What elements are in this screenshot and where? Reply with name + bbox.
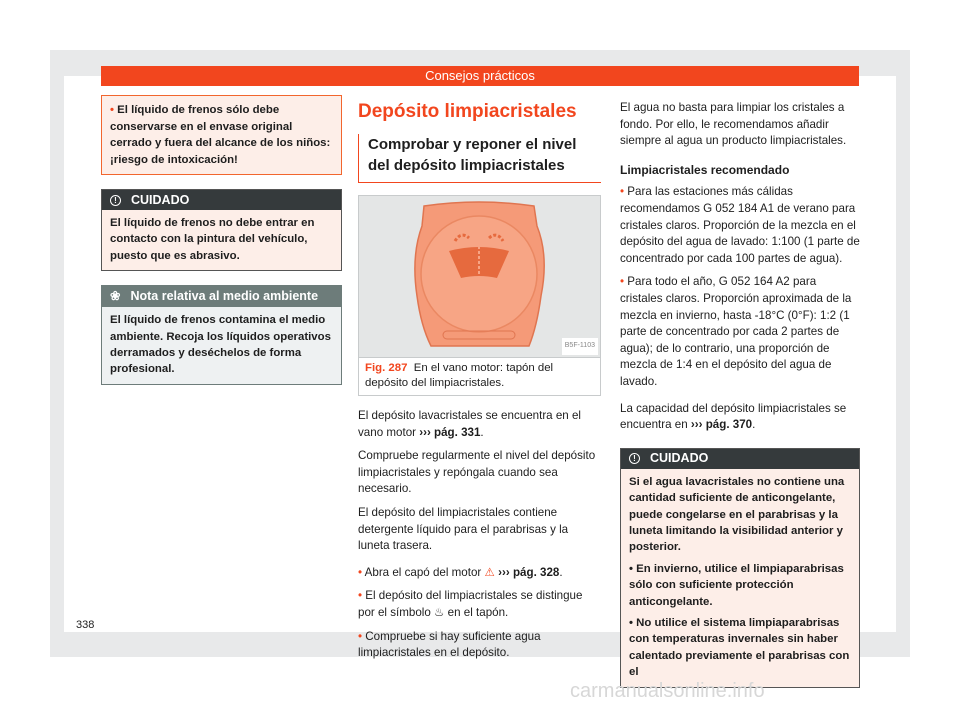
text: Abra el capó del motor xyxy=(364,565,485,579)
section-header: Consejos prácticos xyxy=(101,66,859,86)
page-ref-link[interactable]: ››› pág. 328 xyxy=(498,565,560,579)
environment-icon: ❀ xyxy=(110,289,121,304)
middle-column xyxy=(358,100,601,669)
caution-text: Si el agua lavacristales no contiene una cantidad suficiente de anticongelante, puede congelarse en el parabrisas y la luneta limitando la visibilidad anterior y posterior. xyxy=(629,475,845,554)
figure-caption xyxy=(359,358,600,395)
list-item: • Para todo el año, G 052 164 A2 para cristales claros. Proporción aproximada de la mezcla en invierno, hasta -18°C (0°F): 1:2 (1 parte de concentrado por cada 2 partes de agua); de lo contrario, una proporción de mezcla de 1:4 en el depósito del agua de lavado. xyxy=(620,274,860,390)
caution-box xyxy=(620,448,860,688)
environment-box xyxy=(101,285,342,385)
watermark: carmanualsonline.info xyxy=(570,680,765,702)
subheading: Limpiacristales recomendado xyxy=(620,162,790,177)
text: en el tapón. xyxy=(444,605,509,619)
paragraph: El depósito del limpiacristales contiene detergente líquido para el parabrisas y la luneta trasera. xyxy=(358,505,569,553)
text: El depósito lavacristales se encuentra en el vano motor xyxy=(358,409,581,439)
figure-number: Fig. 287 xyxy=(365,362,408,374)
page-number: 338 xyxy=(76,619,95,631)
text: En invierno, utilice el limpiaparabrisas sólo con suficiente protección anticongelante. xyxy=(629,562,844,608)
washer-symbol-icon: ♨ xyxy=(434,605,445,619)
caution-bullet: • No utilice el sistema limpiaparabrisas con temperaturas invernales sin haber calentado previamente el parabrisas con el xyxy=(629,616,850,679)
paragraph: El agua no basta para limpiar los cristales a fondo. Por ello, le recomendamos añadir siempre al agua un producto limpiacristales. xyxy=(620,101,847,148)
text: No utilice el sistema limpiaparabrisas con temperaturas invernales sin haber calentado previamente el parabrisas con el xyxy=(629,616,850,679)
paragraph: Compruebe regularmente el nivel del depósito limpiacristales y repóngala cuando sea necesario. xyxy=(358,449,596,496)
figure-code: B5F-1103 xyxy=(562,338,598,355)
text: La capacidad del depósito limpiacristales se encuentra en xyxy=(620,401,847,432)
right-column xyxy=(620,100,860,702)
section-title: Depósito limpiacristales xyxy=(358,101,577,122)
reservoir-cap-image xyxy=(359,196,600,358)
caution-icon: ! xyxy=(110,195,121,206)
environment-title: Nota relativa al medio ambiente xyxy=(130,289,319,304)
caution-bullet: • En invierno, utilice el limpiaparabrisas sólo con suficiente protección anticongelante. xyxy=(629,562,844,608)
figure xyxy=(358,195,601,396)
text: El depósito del limpiacristales se distingue por el símbolo xyxy=(358,589,583,619)
left-column xyxy=(101,95,342,399)
environment-text: El líquido de frenos contamina el medio ambiente. Recoja los líquidos operativos derramados y deséchelos de forma profesional. xyxy=(110,314,331,376)
caution-text: El líquido de frenos no debe entrar en contacto con la pintura del vehículo, puesto que es abrasivo. xyxy=(110,217,315,262)
list-item: • Abra el capó del motor ⚠ ››› pág. 328. xyxy=(358,565,601,582)
paragraph: La capacidad del depósito limpiacristales se encuentra en ››› pág. 370. xyxy=(620,401,847,432)
list-item: • Compruebe si hay suficiente agua limpiacristales en el depósito. xyxy=(358,629,601,662)
caution-title: CUIDADO xyxy=(650,451,709,466)
warning-box xyxy=(101,95,342,175)
caution-icon: ! xyxy=(629,453,640,464)
page-ref-link[interactable]: ››› pág. 370 xyxy=(690,418,753,432)
caution-box xyxy=(101,189,342,271)
list-item: • Para las estaciones más cálidas recomendamos G 052 184 A1 de verano para cristales claros. Proporción de la mezcla en el depósito del agua de lavado: 1:100 (1 parte de concentrado por cada 100 partes de agua). xyxy=(620,184,860,267)
caution-title: CUIDADO xyxy=(131,192,190,207)
page-ref-link[interactable]: ››› pág. 331 xyxy=(419,425,481,439)
warning-bullet: • El líquido de frenos sólo debe conservarse en el envase original cerrado y fuera del alcance de los niños: ¡riesgo de intoxicación! xyxy=(110,104,330,166)
subsection-title: Comprobar y reponer el nivel del depósito limpiacristales xyxy=(358,134,601,183)
warning-triangle-icon: ⚠ xyxy=(484,565,495,579)
paragraph: El depósito lavacristales se encuentra en el vano motor ››› pág. 331. xyxy=(358,409,581,439)
figure-caption-text: En el vano motor: tapón del depósito del limpiacristales. xyxy=(365,362,554,389)
list-item xyxy=(358,588,601,621)
